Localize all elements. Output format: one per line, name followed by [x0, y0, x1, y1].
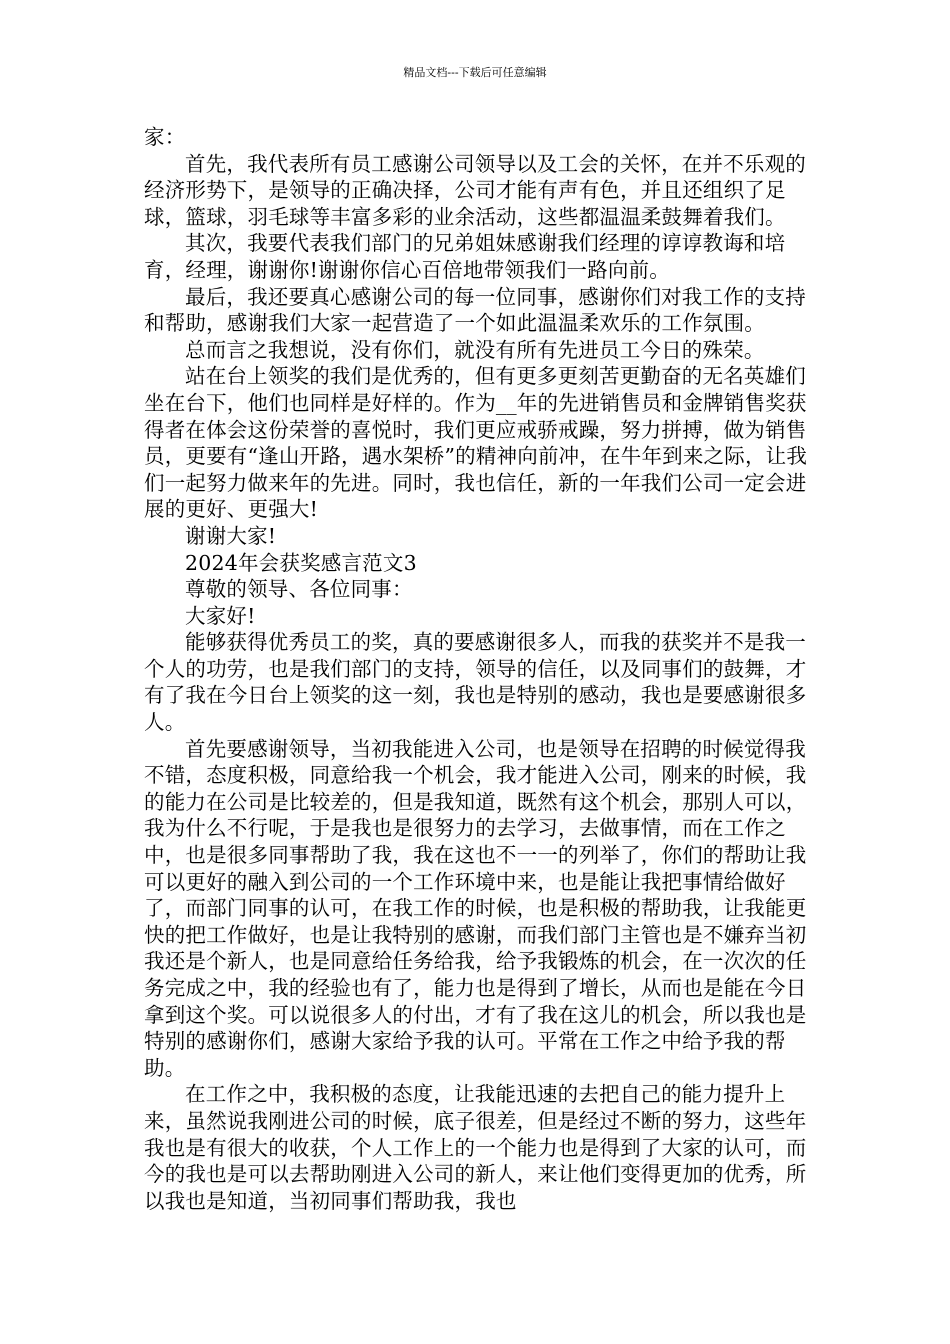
paragraph: 首先，我代表所有员工感谢公司领导以及工会的关怀，在并不乐观的经济形势下，是领导的正确决择，公司才能有声有色，并且还组织了足球，篮球，羽毛球等丰富多彩的业余活动，这些都温温柔鼓舞着我们。: [144, 151, 806, 229]
paragraph: 总而言之我想说，没有你们，就没有所有先进员工今日的殊荣。: [185, 337, 765, 362]
paragraph: 谢谢大家!: [185, 523, 277, 548]
paragraph: 能够获得优秀员工的奖，真的要感谢很多人，而我的获奖并不是我一个人的功劳，也是我们部门的支持，领导的信任，以及同事们的鼓舞，才有了我在今日台上领奖的这一刻，我也是特别的感动，我也是要感谢很多人。: [144, 630, 807, 735]
paragraph: 首先要感谢领导，当初我能进入公司，也是领导在招聘的时候觉得我不错，态度积极，同意给我一个机会，我才能进入公司，刚来的时候，我的能力在公司是比较差的，但是我知道，既然有这个机会，那别人可以，我为什么不行呢，于是我也是很努力的去学习，去做事情，而在工作之中，也是很多同事帮助了我，我在这也不一一的列举了，你们的帮助让我可以更好的融入到公司的一个工作环境中来，也是能让我把事情给做好了，而部门同事的认可，在我工作的时候，也是积极的帮助我，让我能更快的把工作做好，也是让我特别的感谢，而我们部门主管也是不嫌弃当初我还是个新人，也是同意给任务给我，给予我锻炼的机会，在一次次的任务完成之中，我的经验也有了，能力也是得到了增长，从而也是能在今日拿到这个奖。可以说很多人的付出，才有了我在这儿的机会，所以我也是特别的感谢你们，感谢大家给予我的认可。平常在工作之中给予我的帮助。: [144, 736, 807, 1080]
paragraph: 在工作之中，我积极的态度，让我能迅速的去把自己的能力提升上来，虽然说我刚进公司的时候，底子很差，但是经过不断的努力，这些年我也是有很大的收获，个人工作上的一个能力也是得到了大家的认可，而今的我也是可以去帮助刚进入公司的新人，来让他们变得更加的优秀，所以我也是知道，当初同事们帮助我，我也: [144, 1082, 807, 1213]
paragraph: 家：: [144, 125, 186, 149]
salutation: 尊敬的领导、各位同事：: [185, 577, 413, 602]
paragraph: 站在台上领奖的我们是优秀的，但有更多更刻苦更勤奋的无名英雄们坐在台下，他们也同样是好样的。作为__年的先进销售员和金牌销售奖获得者在体会这份荣誉的喜悦时，我们更应戒骄戒躁，努力拼搏，做为销售员，更要有“逢山开路，遇水架桥”的精神向前冲，在牛年到来之际，让我们一起努力做来年的先进。同时，我也信任，新的一年我们公司一定会进展的更好、更强大!: [144, 364, 808, 522]
section-title: 2024年会获奖感言范文3: [185, 550, 417, 575]
greeting: 大家好!: [185, 603, 256, 628]
paragraph: 其次，我要代表我们部门的兄弟姐妹感谢我们经理的谆谆教诲和培育，经理，谢谢你!谢谢你信心百倍地带领我们一路向前。: [144, 231, 786, 282]
paragraph: 最后，我还要真心感谢公司的每一位同事，感谢你们对我工作的支持和帮助，感谢我们大家一起营造了一个如此温温柔欢乐的工作氛围。: [144, 284, 806, 336]
page-header: 精品文档---下载后可任意编辑: [403, 66, 547, 79]
document-body: [144, 124, 812, 1214]
